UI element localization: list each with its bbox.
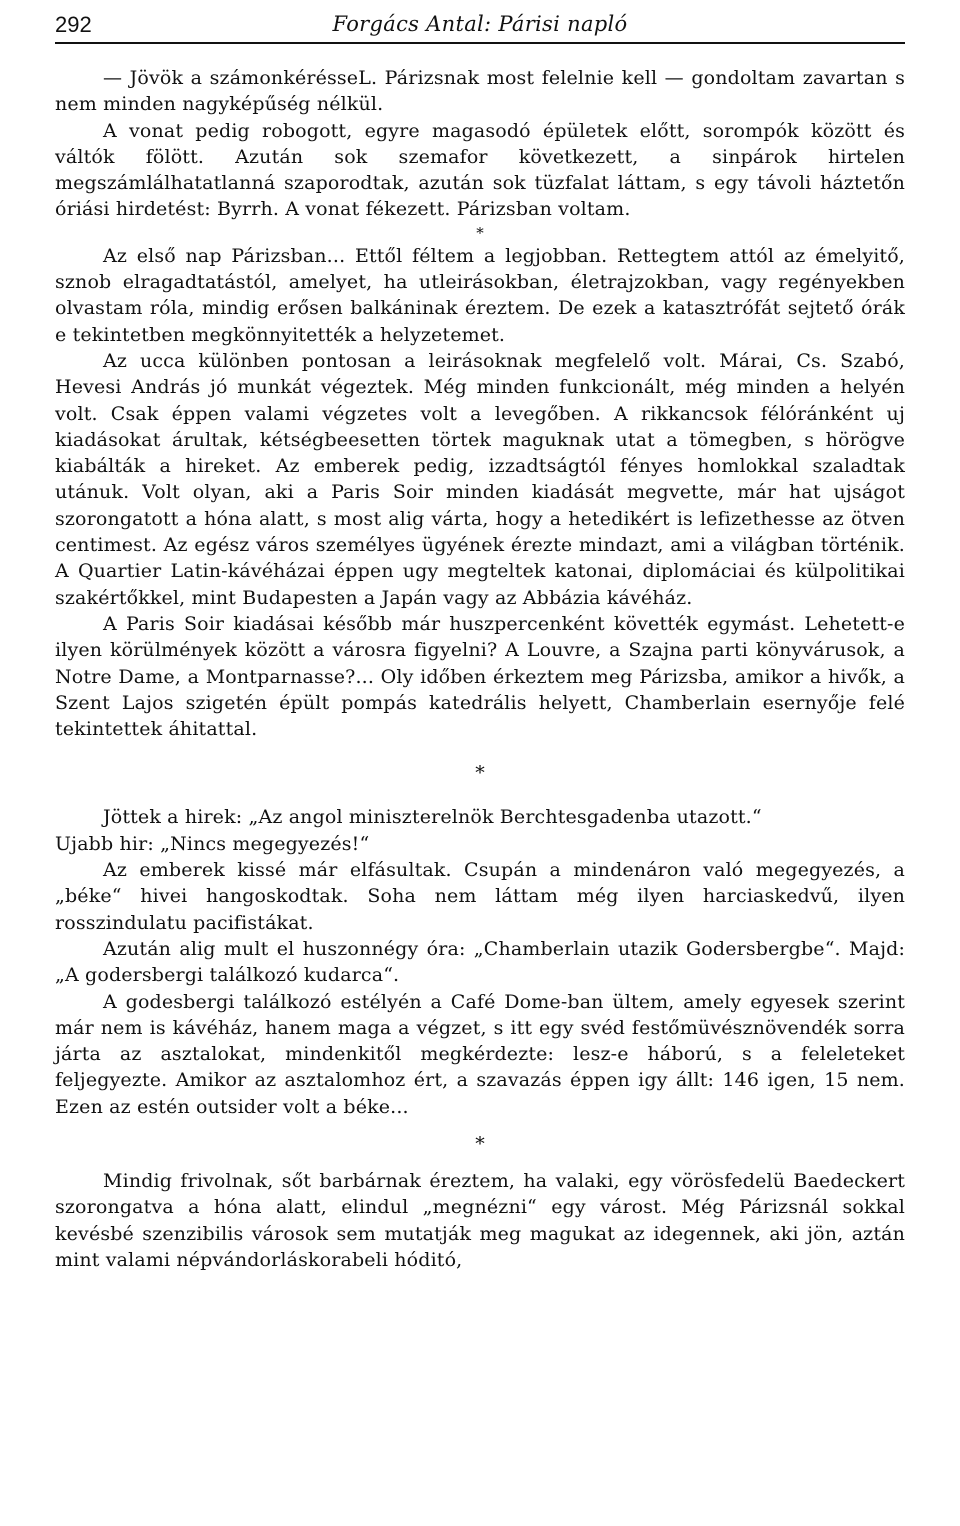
paragraph: Jöttek a hirek: „Az angol miniszterelnök Berchtesgadenba utazott.“ — [103, 806, 762, 829]
paragraph: Ujabb hir: „Nincs megegyezés!“ — [55, 832, 370, 855]
paragraph: A Paris Soir kiadásai később már huszpercenként követték egymást. Lehetett-e ilyen körülmények között a városra figyelni? A Louvre, a Szajna parti könyvárusok, a Notre Dame, a Montparnasse?... Oly időben érkeztem meg Párizsba, amikor a hivők, a Szent Lajos szigetén épült pompás katedrális helyett, Chamberlain esernyője felé tekintettek áhitattal. — [55, 612, 905, 741]
book-page — [55, 8, 905, 1273]
paragraph: A vonat pedig robogott, egyre magasodó épületek előtt, sorompók között és váltók fölött. Azután sok szemafor következett, a sinpárok hirtelen megszámlálhatatlanná szaporodtak, azután sok tüzfalat láttam, s egy távoli háztetőn óriási hirdetést: Byrrh. A vonat fékezett. Párizsban voltam. — [55, 119, 905, 221]
paragraph: Az első nap Párizsban... Ettől féltem a legjobban. Rettegtem attól az émelyitő, sznob elragadtatástól, amelyet, ha utleirásokban, életrajzokban, vagy regényekben olvastam róla, mindig erősen balkáninak éreztem. De ezek a katasztrófát sejtető órák e tekintetben megkönnyitették a helyzetemet. — [55, 244, 905, 346]
section-separator: * — [475, 762, 485, 785]
page-header — [55, 8, 905, 44]
paragraph: Mindig frivolnak, sőt barbárnak éreztem, ha valaki, egy vörösfedelü Baedeckert szorongatva a hóna alatt, elindul „megnézni“ egy várost. Még Párizsnál sokkal kevésbé szenzibilis városok sem mutatják meg magukat az idegennek, aki jön, aztán mint valami népvándorláskorabeli hóditó, — [55, 1169, 905, 1271]
paragraph: Azután alig mult el huszonnégy óra: „Chamberlain utazik Godersbergbe“. Majd: „A godersbergi találkozó kudarca“. — [55, 937, 905, 987]
paragraph: A godesbergi találkozó estélyén a Café Dome-ban ültem, amely egyesek szerint már nem is kávéház, hanem maga a végzet, s itt egy svéd festőmüvésznövendék sorra járta az asztalokat, mindenkitől megkérdezte: lesz-e háború, s a feleleteket feljegyezte. Amikor az asztalomhoz ért, a szavazás éppen igy állt: 146 igen, 15 nem. Ezen az estén outsider volt a béke... — [55, 990, 905, 1118]
page-number: 292 — [55, 12, 92, 37]
body-text — [55, 65, 905, 1273]
section-separator: * — [475, 1132, 485, 1155]
paragraph: Az ucca különben pontosan a leirásoknak megfelelő volt. Márai, Cs. Szabó, Hevesi András jó munkát végeztek. Még minden funkcionált, még minden a helyén volt. Csak éppen valami végzetes volt a levegőben. A rikkancsok félóránként uj kiadásokat árultak, kétségbeesetten törtek maguknak utat a tömegben, s hörögve kiabálták a hireket. Az emberek pedig, izzadtságtól fényes homlokkal szaladtak utánuk. Volt olyan, aki a Paris Soir minden kiadását megvette, már hat ujságot szorongatott a hóna alatt, s most alig várta, hogy a hetedikért is lefizethesse az ötven centimest. Az egész város személyes ügyének érezte mindazt, ami a világban történik. A Quartier Latin-kávéházai éppen ugy megteltek katonai, diplomáciai és külpolitikai szakértőkkel, mint Budapesten a Japán vagy az Abbázia kávéház. — [55, 349, 905, 609]
running-head: Forgács Antal: Párisi napló — [332, 12, 628, 36]
paragraph: — Jövök a számonkérésseL. Párizsnak most felelnie kell — gondoltam zavartan s nem minden nagyképűség nélkül. — [55, 67, 905, 116]
section-separator: * — [476, 223, 484, 242]
paragraph: Az emberek kissé már elfásultak. Csupán a mindenáron való megegyezés, a „béke“ hivei hangoskodtak. Soha nem láttam még ilyen harciaskedvű, ilyen rosszindulatu pacifistákat. — [55, 859, 905, 934]
